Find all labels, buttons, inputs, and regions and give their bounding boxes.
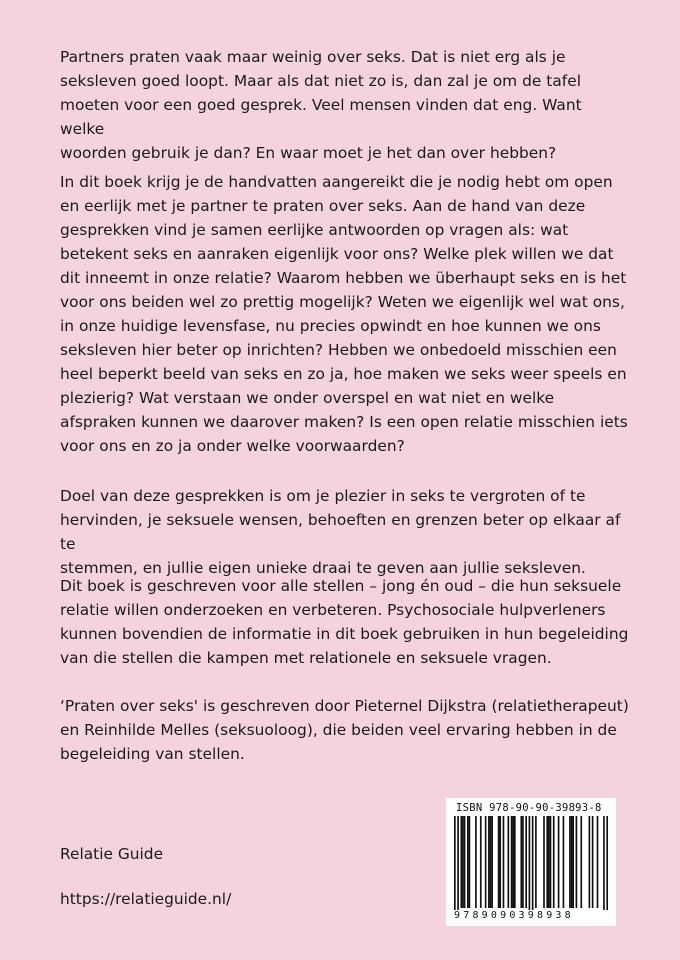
barcode-bar [480, 816, 482, 908]
barcode-bar [558, 816, 560, 908]
paragraph-book-content: In dit boek krijg je de handvatten aangereikt die je nodig hebt om open en eerlijk met je partner te praten over seks. Aan de hand van deze gesprekken vind je samen eerlijke antwoorden op vragen als: wat betekent seks en aanraken eigenlijk voor ons? Welke plek willen we dat dit inneemt in onze relatie? Waarom hebben we überhaupt seks en is het voor ons beiden wel zo prettig mogelijk? Weten we eigenlijk wel wat ons, in onze huidige levensfase, nu precies opwindt en hoe kunnen we ons seksleven hier beter op inrichten? Hebben we onbedoeld misschien een heel beperkt beeld van seks en zo ja, hoe maken we seks weer speels en plezierig? Wat verstaan we onder overspel en wat niet en welke afspraken kunnen we daarover maken? Is een open relatie misschien iets voor ons en zo ja onder welke voorwaarden? [60, 173, 628, 455]
paragraph-intro: Partners praten vaak maar weinig over seks. Dat is niet erg als je seksleven goed loopt. Maar als dat niet zo is, dan zal je om de tafel moeten voor een goed gesprek. Veel mensen vinden dat eng. Want welke woorden gebruik je dan? En waar moet je het dan over hebben? [60, 48, 582, 162]
barcode-bar [572, 816, 574, 908]
barcode-bar [597, 816, 599, 908]
barcode-bar [498, 816, 500, 908]
barcode-bar [569, 816, 571, 908]
barcode-bar [546, 816, 548, 908]
paragraph-authors: ‘Praten over seks' is geschreven door Pieternel Dijkstra (relatietherapeut) en Reinhilde Melles (seksuoloog), die beiden veel ervaring hebben in de begeleiding van stellen. [60, 697, 629, 763]
barcode-bar [469, 816, 471, 908]
barcode-bar [454, 816, 456, 912]
barcode-bar [543, 816, 545, 908]
barcode-bar [490, 816, 492, 908]
ean-digits: 9789090398938 [454, 910, 608, 922]
barcode-bar [475, 816, 477, 908]
barcode-bar [525, 816, 527, 908]
paragraph-audience: Dit boek is geschreven voor alle stellen – jong én oud – die hun seksuele relatie willen onderzoeken en verbeteren. Psychosociale hulpverleners kunnen bovendien de informatie in dit boek gebruiken in hun begeleiding van die stellen die kampen met relationele en seksuele vragen. [60, 577, 629, 667]
barcode-bar [491, 816, 493, 908]
isbn-barcode [446, 798, 616, 926]
barcode-bar [563, 816, 565, 908]
publisher-name: Relatie Guide [60, 845, 164, 863]
barcode-bar [550, 816, 552, 908]
barcode-bar [535, 816, 537, 908]
barcode-bar [520, 816, 522, 908]
barcode-bar [512, 816, 514, 908]
barcode-bar [464, 816, 466, 908]
barcode-bar [457, 816, 459, 912]
barcode-bar [580, 816, 582, 908]
barcode-bar [462, 816, 464, 908]
barcode-bar [606, 816, 608, 912]
isbn-label: ISBN 978-90-90-39893-8 [456, 802, 602, 814]
barcode-bar [511, 816, 513, 908]
barcode-bar [507, 816, 509, 908]
barcode-bar [460, 816, 462, 908]
barcode-bar [592, 816, 594, 908]
barcode-bar [522, 816, 524, 908]
barcode-bar [589, 816, 591, 908]
barcode-bar [499, 816, 501, 908]
website-url[interactable]: https://relatieguide.nl/ [60, 890, 232, 908]
paragraph-goal: Doel van deze gesprekken is om je plezier in seks te vergroten of te hervinden, je seksuele wensen, behoeften en grenzen beter op elkaar af te stemmen, en jullie eigen unieke draai te geven aan jullie seksleven. [60, 487, 621, 577]
barcode-bar [485, 816, 487, 908]
barcode-bar [488, 816, 490, 908]
barcode-bar [571, 816, 573, 908]
barcode-bar [532, 816, 534, 912]
barcode-bar [603, 816, 605, 912]
barcode-bar [503, 816, 505, 908]
barcode-bar [514, 816, 516, 908]
barcode-bar [467, 816, 469, 908]
barcode-bar [548, 816, 550, 908]
barcode-bar [529, 816, 531, 912]
barcode-bars [454, 816, 608, 912]
barcode-bar [576, 816, 578, 908]
barcode-bar [553, 816, 555, 908]
